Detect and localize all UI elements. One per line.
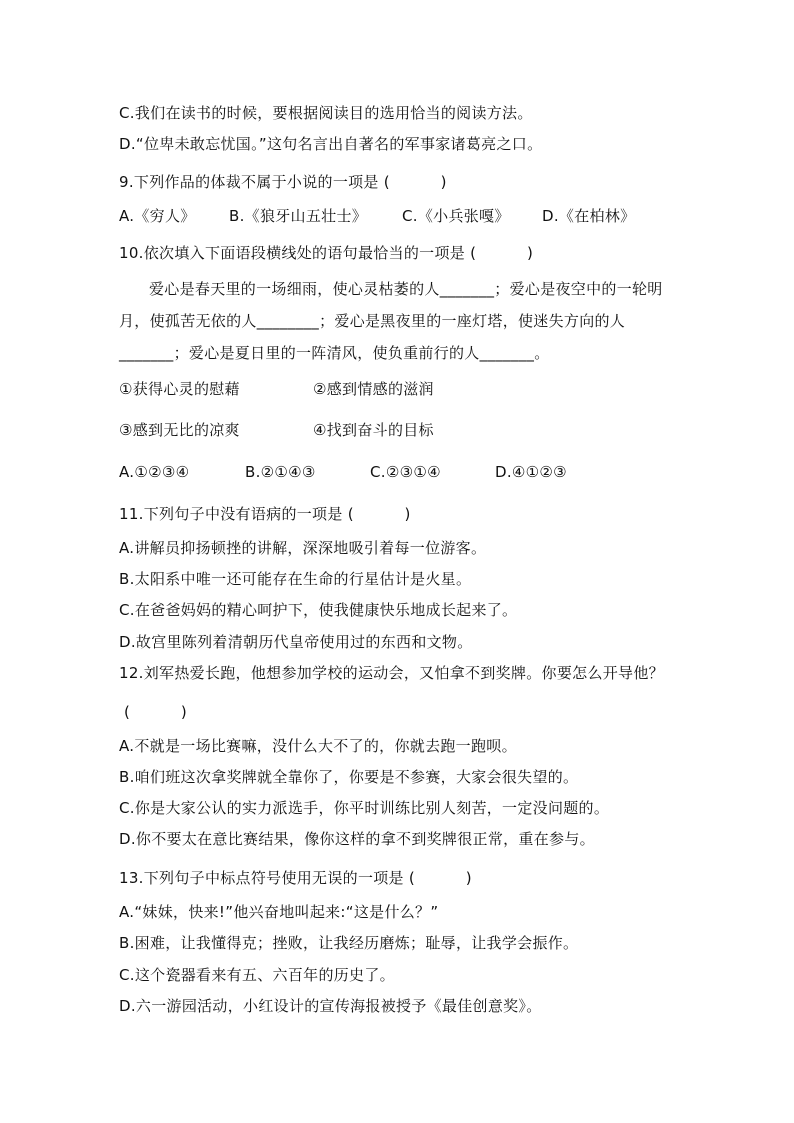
q11-option-a: A.讲解员抑扬顿挫的讲解，深深地吸引着每一位游客。 <box>119 539 487 557</box>
question-13: 13.下列句子中标点符号使用无误的一项是 ( ) <box>119 869 472 887</box>
q9-option-b: B.《狼牙山五壮士》 <box>229 207 368 225</box>
q13-option-d: D.六一游园活动，小红设计的宣传海报被授予《最佳创意奖》。 <box>119 997 542 1015</box>
q11-option-c: C.在爸爸妈妈的精心呵护下，使我健康快乐地成长起来了。 <box>119 601 518 619</box>
question-11: 11.下列句子中没有语病的一项是 ( ) <box>119 505 411 523</box>
q11-option-b: B.太阳系中唯一还可能存在生命的行星估计是火星。 <box>119 570 472 588</box>
question-10: 10.依次填入下面语段横线处的语句最恰当的一项是 ( ) <box>119 244 534 262</box>
option-line: C.我们在读书的时候，要根据阅读目的选用恰当的阅读方法。 <box>119 104 533 122</box>
question-12: 12.刘军热爱长跑，他想参加学校的运动会，又怕拿不到奖牌。你要怎么开导他？ <box>119 664 664 682</box>
q10-passage <box>119 273 679 369</box>
option-line: D.“位卑未敢忘忧国。”这句名言出自著名的军事家诸葛亮之口。 <box>119 135 543 153</box>
q9-option-c: C.《小兵张嘎》 <box>402 207 510 225</box>
q9-option-a: A.《穷人》 <box>119 207 196 225</box>
q11-option-d: D.故宫里陈列着清朝历代皇帝使用过的东西和文物。 <box>119 633 473 651</box>
q12-answer-paren: ( ) <box>124 703 187 721</box>
q10-item-3: ③感到无比的凉爽 <box>119 421 240 439</box>
q12-option-b: B.咱们班这次拿奖牌就全靠你了，你要是不参赛，大家会很失望的。 <box>119 768 579 786</box>
q10-option-c: C.②③①④ <box>370 463 441 481</box>
q13-option-c: C.这个瓷器看来有五、六百年的历史了。 <box>119 966 395 984</box>
q12-option-c: C.你是大家公认的实力派选手，你平时训练比别人刻苦，一定没问题的。 <box>119 799 610 817</box>
question-9: 9.下列作品的体裁不属于小说的一项是 ( ) <box>119 173 447 191</box>
q13-option-a: A.“妹妹，快来!”他兴奋地叫起来:“这是什么？” <box>119 903 439 921</box>
q10-option-a: A.①②③④ <box>119 463 190 481</box>
q10-option-d: D.④①②③ <box>495 463 567 481</box>
q12-option-d: D.你不要太在意比赛结果，像你这样的拿不到奖牌很正常，重在参与。 <box>119 830 595 848</box>
q10-item-4: ④找到奋斗的目标 <box>313 421 434 439</box>
q13-option-b: B.困难，让我懂得克；挫败，让我经历磨炼；耻辱，让我学会振作。 <box>119 934 579 952</box>
q10-option-b: B.②①④③ <box>245 463 316 481</box>
q10-item-2: ②感到情感的滋润 <box>313 380 434 398</box>
q10-passage-text: 爱心是春天里的一场细雨，使心灵枯萎的人_______；爱心是夜空中的一轮明月，使孤苦无依的人________；爱心是黑夜里的一座灯塔，使迷失方向的人_______；爱心是夏日里的一阵清风，使负重前行的人_______。 <box>119 280 663 362</box>
q12-option-a: A.不就是一场比赛嘛，没什么大不了的，你就去跑一跑呗。 <box>119 737 517 755</box>
q10-item-1: ①获得心灵的慰藉 <box>119 380 240 398</box>
q9-option-d: D.《在柏林》 <box>542 207 636 225</box>
